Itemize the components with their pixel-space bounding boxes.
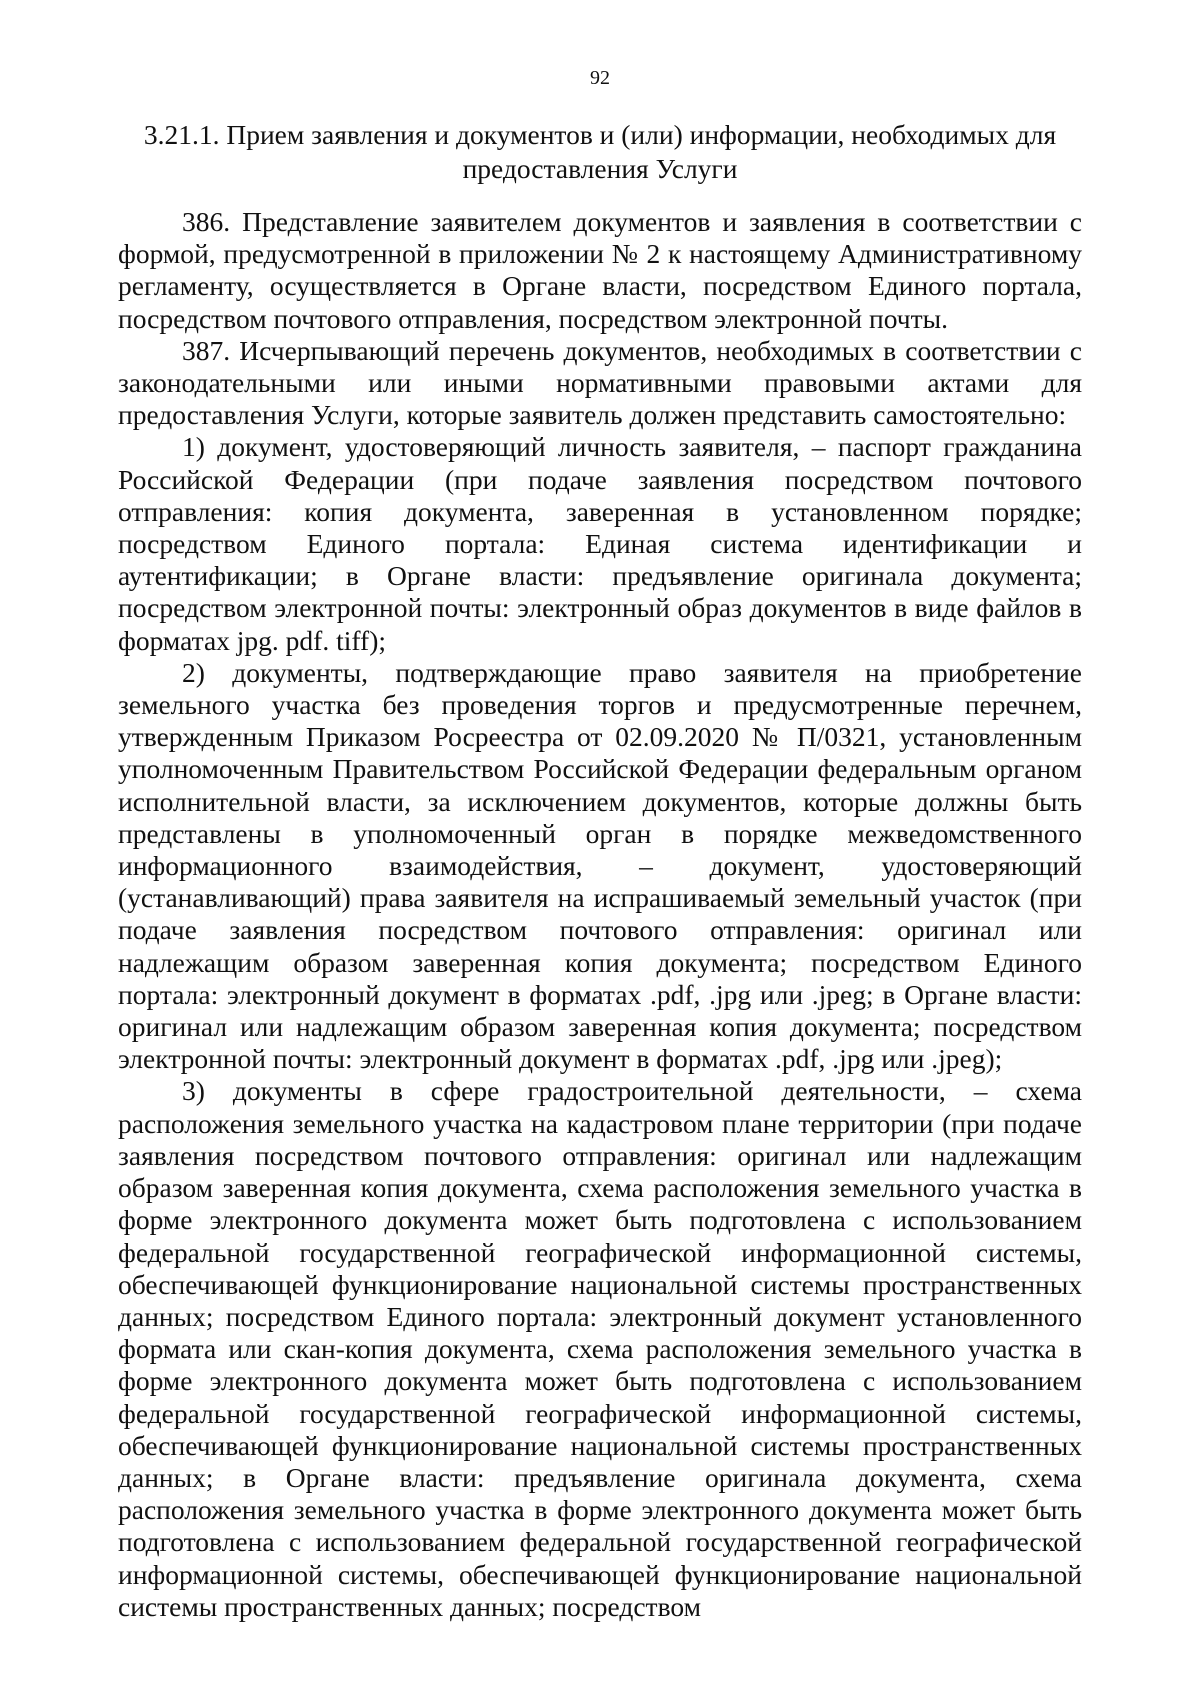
list-item-3: 3) документы в сфере градостроительной деятельности, – схема расположения земельного участка на кадастровом плане территории (при подаче заявления посредством почтового отправления: оригинал или надлежащим образом заверенная копия документа, схема расположения земельного участка в форме электронного документа может быть подготовлена с использованием федеральной государственной географической информационной системы, обеспечивающей функционирование национальной системы пространственных данных; посредством Единого портала: электронный документ установленного формата или скан-копия документа, схема расположения земельного участка в форме электронного документа может быть подготовлена с использованием федеральной государственной географической информационной системы, обеспечивающей функционирование национальной системы пространственных данных; в Органе власти: предъявление оригинала документа, схема расположения земельного участка в форме электронного документа может быть подготовлена с использованием федеральной государственной географической информационной системы, обеспечивающей функционирование национальной системы пространственных данных; посредством [118,1075,1082,1622]
paragraph-387: 387. Исчерпывающий перечень документов, необходимых в соответствии с законодательными или иными нормативными правовыми актами для предоставления Услуги, которые заявитель должен представить самостоятельно: [118,334,1082,431]
list-item-1: 1) документ, удостоверяющий личность заявителя, – паспорт гражданина Российской Федерации (при подаче заявления посредством почтового отправления: копия документа, заверенная в установленном порядке; посредством Единого портала: Единая система идентификации и аутентификации; в Органе власти: предъявление оригинала документа; посредством электронной почты: электронный образ документов в виде файлов в форматах jpg. pdf. tiff); [118,431,1082,656]
section-heading-line-1: 3.21.1. Прием заявления и документов и (или) информации, необходимых для [143,119,1057,150]
section-heading-line-2: предоставления Услуги [462,153,738,184]
section-heading [118,118,1082,186]
paragraph-386: 386. Представление заявителем документов и заявления в соответствии с формой, предусмотренной в приложении № 2 к настоящему Административному регламенту, осуществляется в Органе власти, посредством Единого портала, посредством почтового отправления, посредством электронной почты. [118,206,1082,334]
document-body [118,206,1082,1623]
page-number: 92 [590,67,610,89]
list-item-2: 2) документы, подтверждающие право заявителя на приобретение земельного участка без проведения торгов и предусмотренные перечнем, утвержденным Приказом Росреестра от 02.09.2020 № П/0321, установленным уполномоченным Правительством Российской Федерации федеральным органом исполнительной власти, за исключением документов, которые должны быть представлены в уполномоченный орган в порядке межведомственного информационного взаимодействия, – документ, удостоверяющий (устанавливающий) права заявителя на испрашиваемый земельный участок (при подаче заявления посредством почтового отправления: оригинал или надлежащим образом заверенная копия документа; посредством Единого портала: электронный документ в форматах .pdf, .jpg или .jpeg; в Органе власти: оригинал или надлежащим образом заверенная копия документа; посредством электронной почты: электронный документ в форматах .pdf, .jpg или .jpeg); [118,656,1082,1075]
